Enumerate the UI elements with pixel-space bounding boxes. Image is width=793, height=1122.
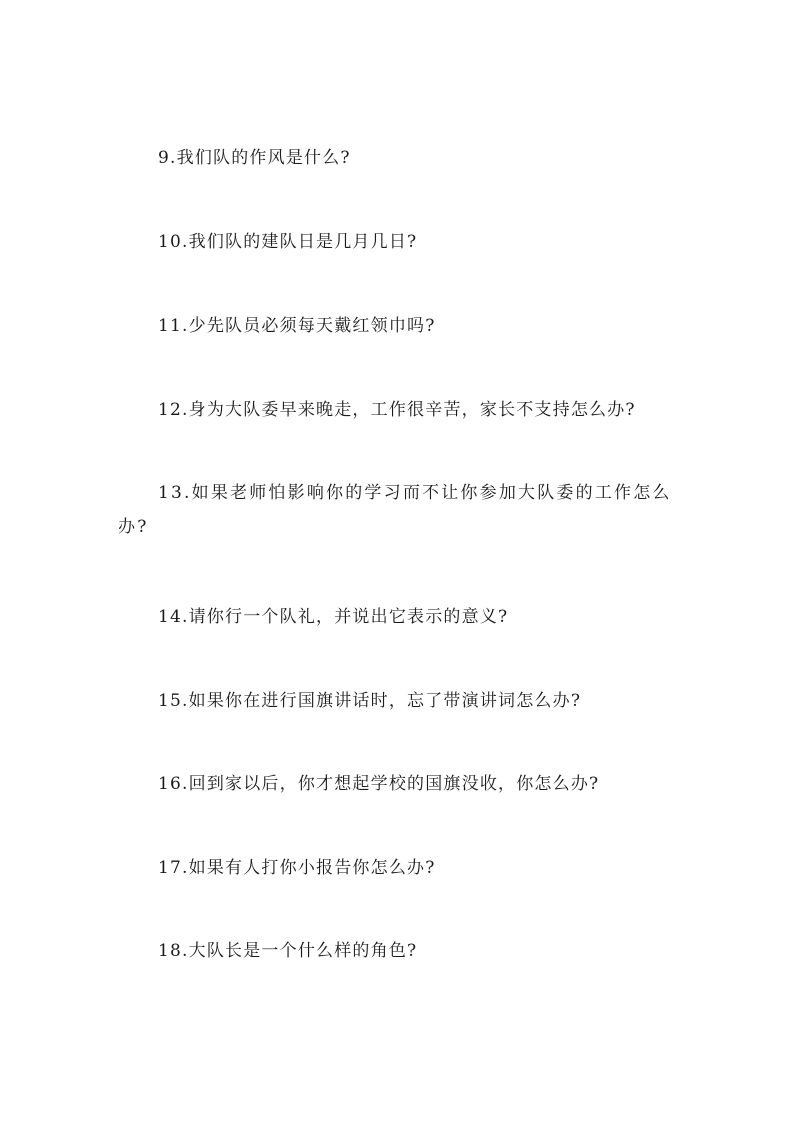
question-17: 17.如果有人打你小报告你怎么办? <box>158 858 436 878</box>
question-15: 15.如果你在进行国旗讲话时，忘了带演讲词怎么办? <box>158 691 582 711</box>
question-12: 12.身为大队委早来晚走，工作很辛苦，家长不支持怎么办? <box>158 400 636 420</box>
question-11: 11.少先队员必须每天戴红领巾吗? <box>158 316 436 336</box>
question-16: 16.回到家以后，你才想起学校的国旗没收，你怎么办? <box>158 774 600 794</box>
question-13: 13.如果老师怕影响你的学习而不让你参加大队委的工作怎么办? <box>118 483 672 537</box>
question-18: 18.大队长是一个什么样的角色? <box>158 941 418 961</box>
question-14: 14.请你行一个队礼，并说出它表示的意义? <box>158 607 509 627</box>
question-10: 10.我们队的建队日是几月几日? <box>158 232 418 252</box>
question-9: 9.我们队的作风是什么? <box>158 148 351 168</box>
